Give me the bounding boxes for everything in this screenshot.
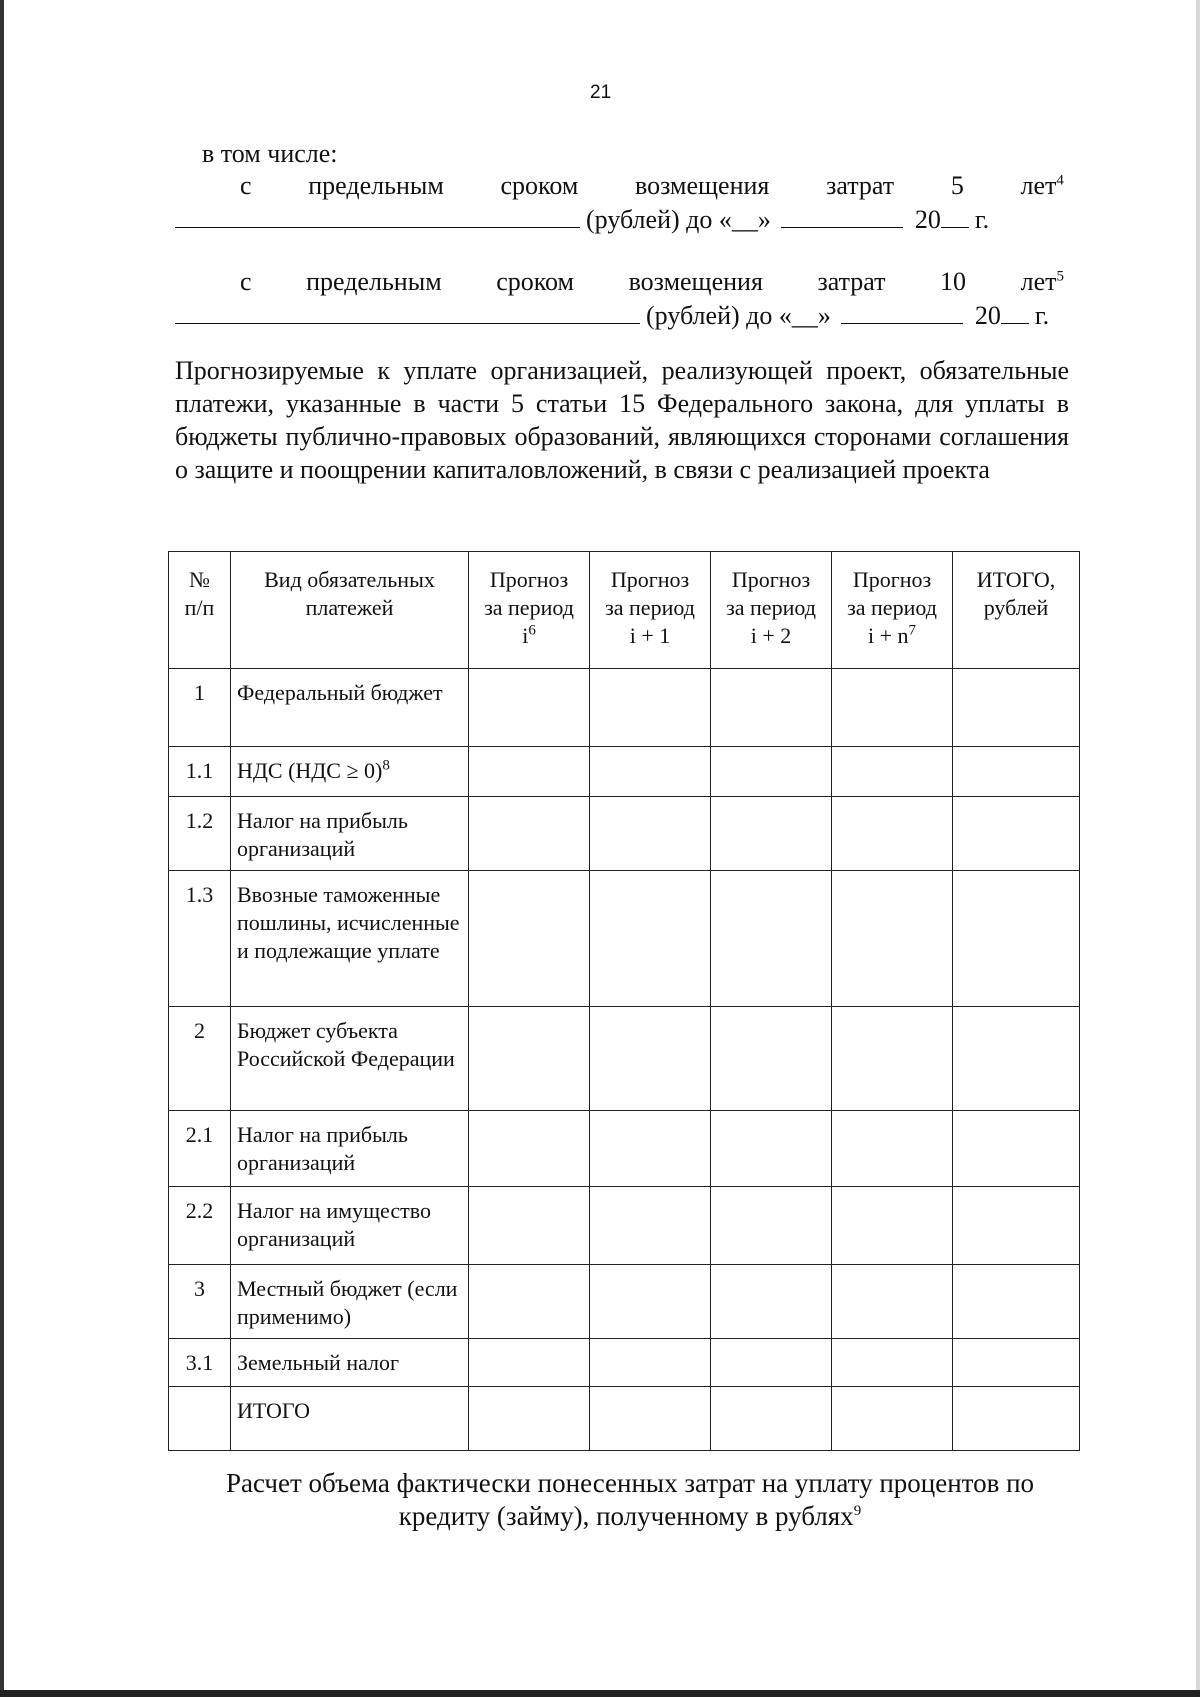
term-5-years-line xyxy=(240,170,1064,202)
word: возмещения xyxy=(635,171,770,200)
header-text: п/п xyxy=(184,595,215,620)
header-text: i + n xyxy=(867,623,909,648)
section-heading-line: Расчет объема фактически понесенных затрат на уплату процентов по xyxy=(225,1468,1035,1498)
value-cell[interactable] xyxy=(953,871,1080,1007)
value-cell[interactable] xyxy=(711,797,832,871)
header-text: i + 2 xyxy=(750,623,792,648)
header-forecast-i-plus-n xyxy=(832,552,953,669)
value-cell[interactable] xyxy=(469,1339,590,1387)
value-cell[interactable] xyxy=(953,1387,1080,1451)
header-text: i xyxy=(522,623,529,648)
year-prefix: 20 xyxy=(914,205,941,234)
value-cell[interactable] xyxy=(469,669,590,747)
table-row xyxy=(169,747,1080,797)
value-cell[interactable] xyxy=(590,1265,711,1339)
value-cell[interactable] xyxy=(469,871,590,1007)
value-cell[interactable] xyxy=(832,669,953,747)
header-text: Вид обязательных xyxy=(264,567,435,592)
value-cell[interactable] xyxy=(953,1111,1080,1187)
word: предельным xyxy=(306,267,442,296)
value-cell[interactable] xyxy=(590,669,711,747)
word: с xyxy=(240,171,252,200)
value-cell[interactable] xyxy=(711,1387,832,1451)
word-with-footnote xyxy=(1021,170,1064,202)
row-number xyxy=(169,1387,231,1451)
year-blank xyxy=(941,205,969,228)
value-cell[interactable] xyxy=(953,669,1080,747)
header-text: ИТОГО, xyxy=(976,567,1056,592)
year-suffix: г. xyxy=(974,205,990,234)
value-cell[interactable] xyxy=(832,1187,953,1265)
value-cell[interactable] xyxy=(469,1007,590,1111)
word: с xyxy=(240,267,252,296)
header-text: № xyxy=(189,567,210,592)
word: сроком xyxy=(500,171,579,200)
value-cell[interactable] xyxy=(832,1111,953,1187)
section-heading xyxy=(175,1467,1085,1533)
value-cell[interactable] xyxy=(469,797,590,871)
value-cell[interactable] xyxy=(711,1339,832,1387)
date-blank xyxy=(781,205,903,228)
header-total xyxy=(953,552,1080,669)
row-payment-name xyxy=(231,747,469,797)
row-payment-name: Местный бюджет (если применимо) xyxy=(231,1265,469,1339)
header-text: за период xyxy=(847,595,937,620)
value-cell[interactable] xyxy=(832,1007,953,1111)
row-number: 2.2 xyxy=(169,1187,231,1265)
value-cell[interactable] xyxy=(590,1187,711,1265)
word-with-footnote xyxy=(1021,266,1064,298)
row-payment-name: Ввозные таможенные пошлины, исчисленные и подлежащие уплате xyxy=(231,871,469,1007)
amount-blank xyxy=(175,205,580,228)
table-row xyxy=(169,1111,1080,1187)
value-cell[interactable] xyxy=(832,1387,953,1451)
value-cell[interactable] xyxy=(953,1187,1080,1265)
value-cell[interactable] xyxy=(711,1265,832,1339)
amount-caption: (рублей) до «__» xyxy=(586,205,771,234)
value-cell[interactable] xyxy=(953,1339,1080,1387)
amount-caption: (рублей) до «__» xyxy=(646,301,831,330)
value-cell[interactable] xyxy=(832,747,953,797)
value-cell[interactable] xyxy=(953,1007,1080,1111)
header-forecast-i xyxy=(469,552,590,669)
word: 5 xyxy=(950,171,964,200)
word: возмещения xyxy=(628,267,763,296)
year-suffix: г. xyxy=(1034,301,1050,330)
amount-fill-row-10 xyxy=(175,300,1049,332)
row-number: 3 xyxy=(169,1265,231,1339)
row-number: 2 xyxy=(169,1007,231,1111)
date-blank xyxy=(841,301,963,324)
scan-edge-right xyxy=(1196,0,1200,1697)
table-row xyxy=(169,1339,1080,1387)
footnote-marker: 4 xyxy=(1056,172,1064,189)
value-cell[interactable] xyxy=(711,669,832,747)
word: затрат xyxy=(817,267,886,296)
word: предельным xyxy=(308,171,444,200)
footnote-marker: 5 xyxy=(1056,268,1064,285)
value-cell[interactable] xyxy=(469,1111,590,1187)
value-cell[interactable] xyxy=(590,797,711,871)
value-cell[interactable] xyxy=(590,1007,711,1111)
header-text xyxy=(473,622,585,650)
value-cell[interactable] xyxy=(711,1187,832,1265)
row-payment-name: Земельный налог xyxy=(231,1339,469,1387)
value-cell[interactable] xyxy=(469,1187,590,1265)
value-cell[interactable] xyxy=(469,747,590,797)
header-text: Прогноз xyxy=(852,567,932,592)
payments-paragraph: Прогнозируемые к уплате организацией, реализующей проект, обязательные платежи, указанные в части 5 статьи 15 Федерального закона, для уплаты в бюджеты публично-правовых образований, являющихся сторонами соглашения о защите и поощрении капиталовложений, в связи с реализацией проекта xyxy=(175,356,1069,484)
row-payment-name-text: НДС (НДС ≥ 0) xyxy=(237,758,383,783)
table-row xyxy=(169,1187,1080,1265)
value-cell[interactable] xyxy=(711,1007,832,1111)
row-number: 2.1 xyxy=(169,1111,231,1187)
row-number: 1.2 xyxy=(169,797,231,871)
value-cell[interactable] xyxy=(590,871,711,1007)
section-heading-text: кредиту (займу), полученному в рублях xyxy=(398,1501,854,1531)
value-cell[interactable] xyxy=(711,1111,832,1187)
header-payment-type xyxy=(231,552,469,669)
intro-text: в том числе: xyxy=(202,139,338,168)
value-cell[interactable] xyxy=(953,747,1080,797)
header-text: Прогноз xyxy=(731,567,811,592)
year-blank xyxy=(1001,301,1029,324)
table-row xyxy=(169,669,1080,747)
row-number: 1.1 xyxy=(169,747,231,797)
header-text: рублей xyxy=(983,595,1049,620)
word: лет xyxy=(1020,267,1057,296)
row-payment-name: Федеральный бюджет xyxy=(231,669,469,747)
header-text: Прогноз xyxy=(610,567,690,592)
header-text: за период xyxy=(605,595,695,620)
row-payment-name: ИТОГО xyxy=(231,1387,469,1451)
value-cell[interactable] xyxy=(590,1387,711,1451)
term-10-years-line xyxy=(240,266,1064,298)
row-payment-name: Налог на прибыль организаций xyxy=(231,797,469,871)
row-payment-name: Бюджет субъекта Российской Федерации xyxy=(231,1007,469,1111)
value-cell[interactable] xyxy=(832,797,953,871)
header-forecast-i-plus-1 xyxy=(590,552,711,669)
amount-blank xyxy=(175,301,640,324)
row-payment-name: Налог на имущество организаций xyxy=(231,1187,469,1265)
row-number: 3.1 xyxy=(169,1339,231,1387)
scan-edge-left xyxy=(0,0,4,1697)
table-row xyxy=(169,871,1080,1007)
table-row xyxy=(169,1265,1080,1339)
value-cell[interactable] xyxy=(832,871,953,1007)
header-num xyxy=(169,552,231,669)
value-cell[interactable] xyxy=(953,1265,1080,1339)
footnote-marker: 8 xyxy=(382,757,390,774)
value-cell[interactable] xyxy=(832,1265,953,1339)
value-cell[interactable] xyxy=(590,1339,711,1387)
footnote-marker: 7 xyxy=(908,622,917,639)
header-text: платежей xyxy=(305,595,394,620)
header-text xyxy=(836,622,948,650)
row-number: 1.3 xyxy=(169,871,231,1007)
word: затрат xyxy=(826,171,895,200)
header-text: за период xyxy=(484,595,574,620)
footnote-marker: 6 xyxy=(528,622,536,639)
row-payment-name: Налог на прибыль организаций xyxy=(231,1111,469,1187)
scan-edge-bottom xyxy=(0,1690,1200,1697)
value-cell[interactable] xyxy=(590,747,711,797)
value-cell[interactable] xyxy=(832,1339,953,1387)
value-cell[interactable] xyxy=(590,1111,711,1187)
header-forecast-i-plus-2 xyxy=(711,552,832,669)
header-text: Прогноз xyxy=(489,567,569,592)
footnote-marker: 9 xyxy=(853,1503,862,1519)
word: 10 xyxy=(940,267,967,296)
table-row xyxy=(169,797,1080,871)
page-number: 21 xyxy=(590,82,612,103)
value-cell[interactable] xyxy=(469,1387,590,1451)
value-cell[interactable] xyxy=(469,1265,590,1339)
year-prefix: 20 xyxy=(974,301,1001,330)
value-cell[interactable] xyxy=(711,747,832,797)
table-row xyxy=(169,1007,1080,1111)
section-heading-line xyxy=(175,1500,1085,1533)
word: сроком xyxy=(496,267,575,296)
word: лет xyxy=(1020,171,1057,200)
payments-table xyxy=(168,551,1080,1451)
header-text: за период xyxy=(726,595,816,620)
row-number: 1 xyxy=(169,669,231,747)
value-cell[interactable] xyxy=(711,871,832,1007)
value-cell[interactable] xyxy=(953,797,1080,871)
header-text: i + 1 xyxy=(629,623,671,648)
table-total-row xyxy=(169,1387,1080,1451)
amount-fill-row-5 xyxy=(175,204,989,236)
table-header-row xyxy=(169,552,1080,669)
